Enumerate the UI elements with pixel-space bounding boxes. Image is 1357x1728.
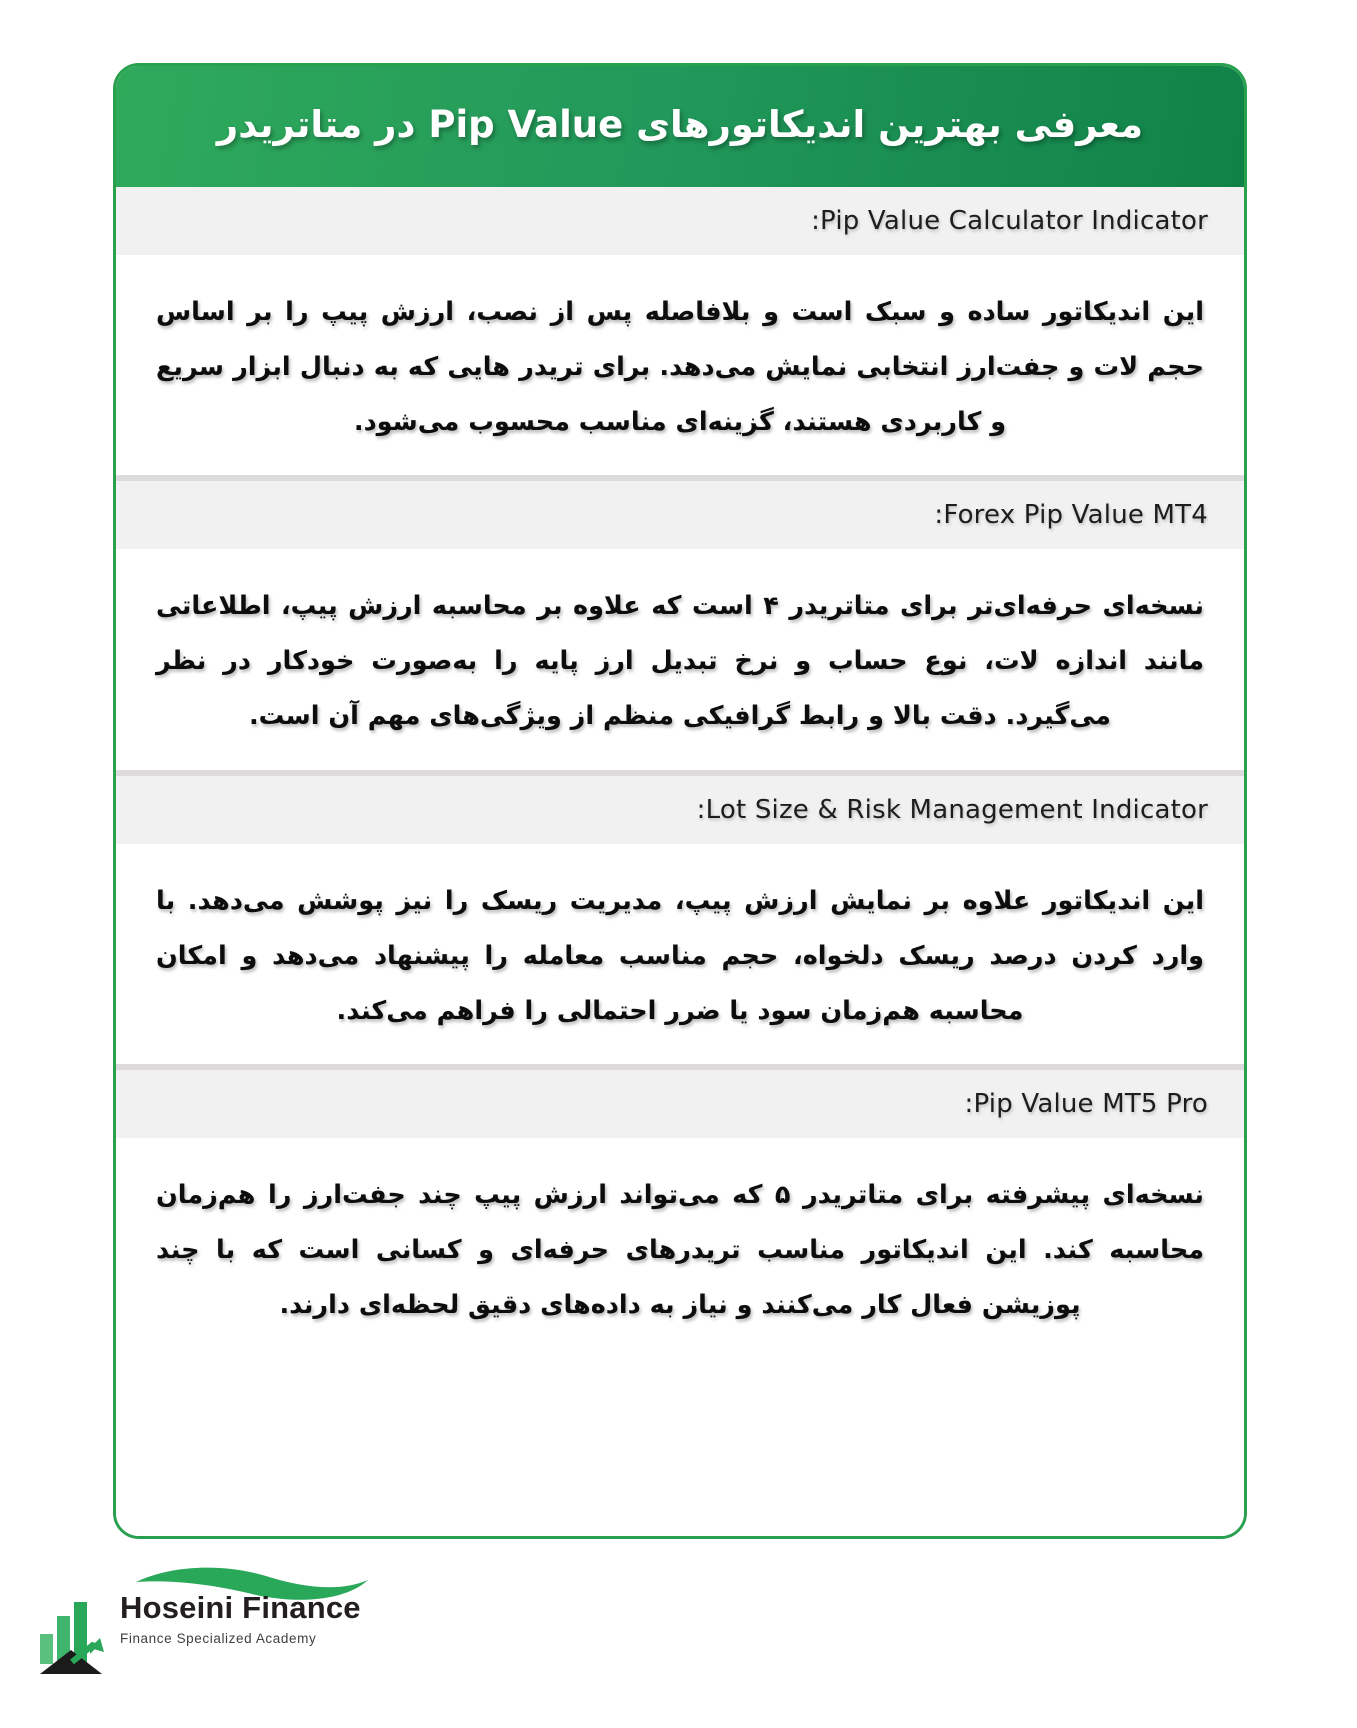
logo-name: Hoseini Finance [120, 1590, 361, 1625]
logo-text-block [120, 1592, 450, 1646]
section-header-2 [116, 475, 1244, 549]
section-title-2: :Forex Pip Value MT4 [934, 500, 1208, 531]
section-body-4: نسخه‌ای پیشرفته برای متاتریدر ۵ که می‌تواند ارزش پیپ چند جفت‌ارز را هم‌زمان محاسبه کند. این اندیکاتور مناسب تریدرهای حرفه‌ای و کسانی است که با چند پوزیشن فعال کار می‌کنند و نیاز به داده‌های دقیق لحظه‌ای دارند. [156, 1180, 1204, 1320]
logo-tagline: Finance Specialized Academy [120, 1630, 317, 1646]
page-title-latin: Pip Value [428, 102, 624, 146]
page-title-rtl-prefix: معرفی بهترین اندیکاتورهای [623, 102, 1144, 146]
content-card [113, 63, 1247, 1539]
bar-chart-icon [34, 1588, 108, 1674]
sections-container [116, 187, 1244, 1539]
section-body-1: این اندیکاتور ساده و سبک است و بلافاصله پس از نصب، ارزش پیپ را بر اساس حجم لات و جفت‌ارز انتخابی نمایش می‌دهد. برای تریدر هایی که به دنبال ابزار سریع و کاربردی هستند، گزینه‌ای مناسب محسوب می‌شود. [156, 297, 1204, 437]
section-title-3: :Lot Size & Risk Management Indicator [696, 794, 1208, 825]
page-title [191, 102, 1169, 148]
section-title-1: :Pip Value Calculator Indicator [811, 206, 1208, 236]
brand-logo [34, 1570, 464, 1690]
page-title-rtl-suffix: در متاتریدر [216, 102, 429, 146]
section-body-3: این اندیکاتور علاوه بر نمایش ارزش پیپ، مدیریت ریسک را نیز پوشش می‌دهد. با وارد کردن درصد ریسک دلخواه، حجم مناسب معامله را پیشنهاد می‌دهد و امکان محاسبه هم‌زمان سود یا ضرر احتمالی را فراهم می‌کند. [156, 885, 1204, 1026]
section-header-3 [116, 770, 1244, 844]
section-title-4: :Pip Value MT5 Pro [964, 1089, 1208, 1120]
title-banner [113, 63, 1247, 187]
section-body-2: نسخه‌ای حرفه‌ای‌تر برای متاتریدر ۴ است که علاوه بر محاسبه ارزش پیپ، اطلاعاتی مانند اندازه لات، نوع حساب و نرخ تبدیل ارز پایه را به‌صورت خودکار در نظر می‌گیرد. دقت بالا و رابط گرافیکی منظم از ویژگی‌های مهم آن است. [156, 591, 1204, 732]
section-header-4 [116, 1064, 1244, 1138]
section-header-1 [116, 187, 1244, 255]
